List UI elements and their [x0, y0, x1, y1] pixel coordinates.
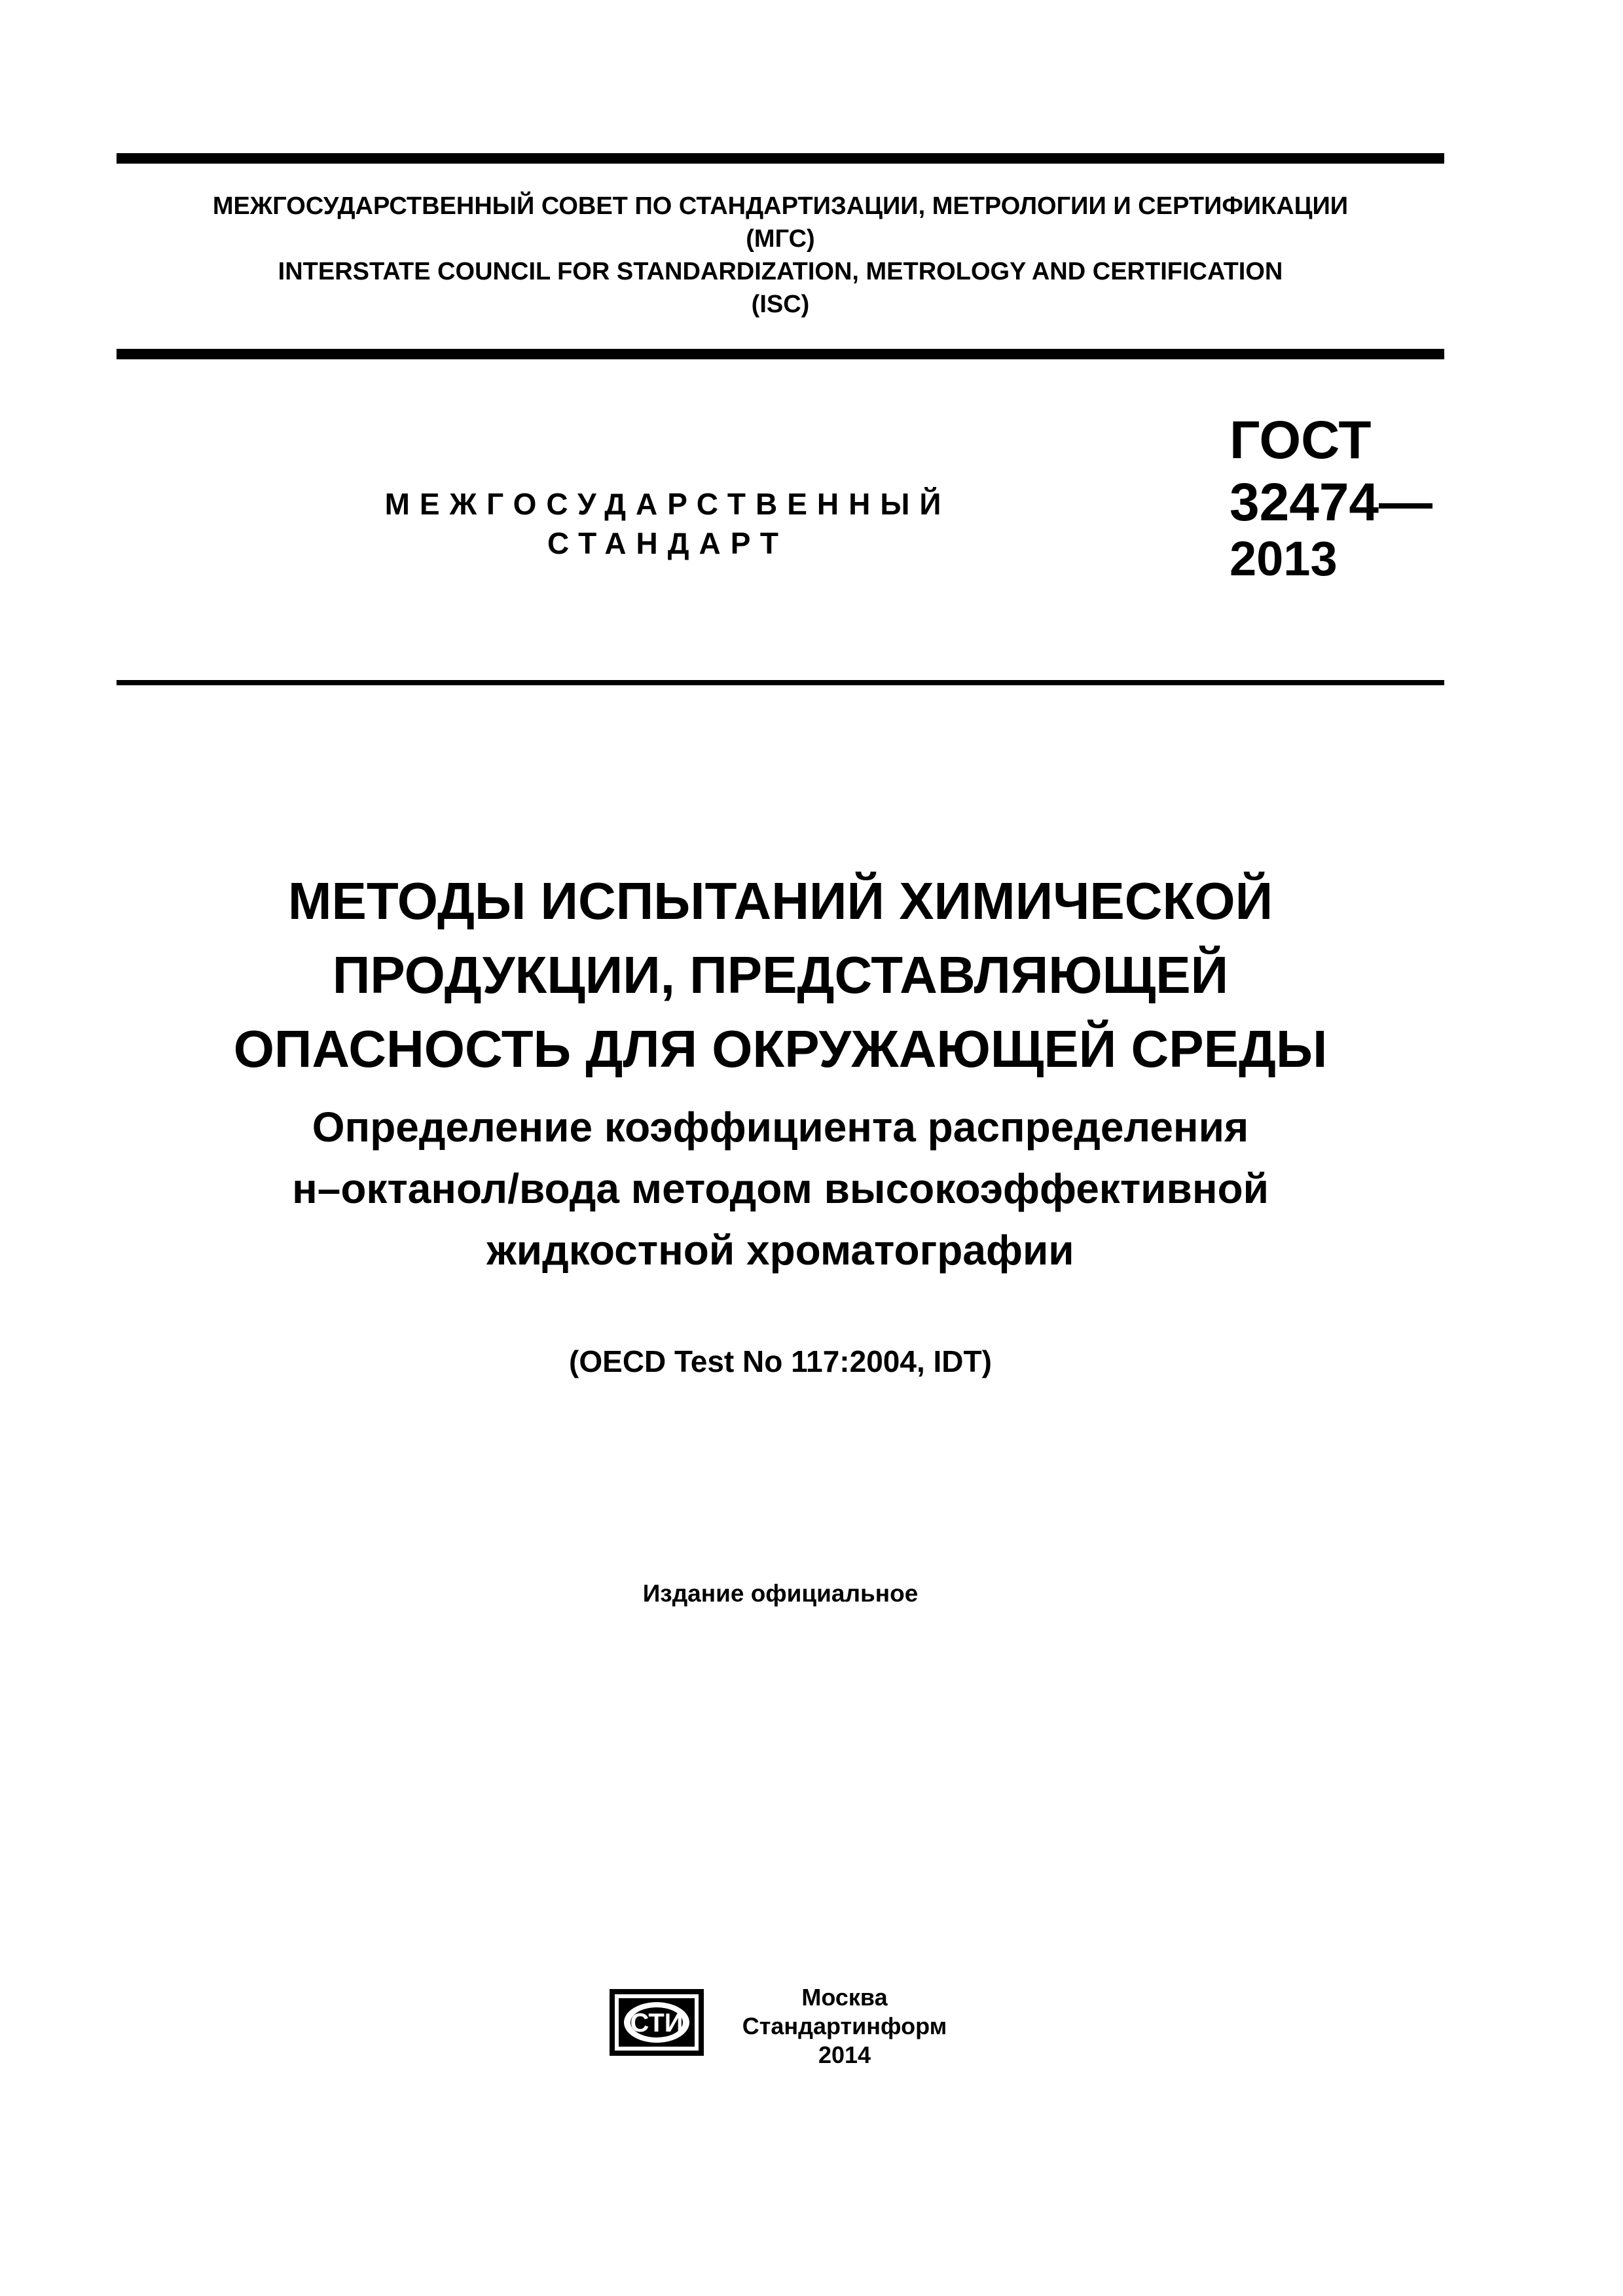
title-line3: ОПАСНОСТЬ ДЛЯ ОКРУЖАЮЩЕЙ СРЕДЫ — [233, 1020, 1328, 1078]
council-abbr-en: (ISC) — [751, 291, 810, 318]
designation-prefix: ГОСТ — [1230, 410, 1372, 470]
subtitle-line3: жидкостной хроматографии — [486, 1227, 1074, 1274]
council-header — [117, 190, 1444, 321]
designation-year: 2013 — [1230, 531, 1338, 586]
document-subtitle — [117, 1096, 1444, 1281]
standard-kind — [327, 484, 1008, 563]
publisher-block — [720, 1983, 969, 2070]
document-title — [117, 864, 1444, 1086]
designation-number: 32474— — [1230, 473, 1433, 532]
edition-note: Издание официальное — [642, 1580, 919, 1607]
oecd-reference: (OECD Test No 117:2004, IDT) — [569, 1344, 992, 1378]
publisher-year: 2014 — [818, 2041, 871, 2068]
title-line2: ПРОДУКЦИИ, ПРЕДСТАВЛЯЮЩЕЙ — [332, 946, 1229, 1004]
lower-rule — [117, 680, 1444, 685]
council-name-en: INTERSTATE COUNCIL FOR STANDARDIZATION, METROLOGY AND CERTIFICATION — [278, 258, 1283, 285]
standard-kind-line1: МЕЖГОСУДАРСТВЕННЫЙ — [384, 487, 951, 521]
title-line1: МЕТОДЫ ИСПЫТАНИЙ ХИМИЧЕСКОЙ — [287, 872, 1273, 930]
council-name-ru: МЕЖГОСУДАРСТВЕННЫЙ СОВЕТ ПО СТАНДАРТИЗАЦИИ, МЕТРОЛОГИИ И СЕРТИФИКАЦИИ — [212, 192, 1349, 220]
publisher-city: Москва — [801, 1984, 888, 2011]
standard-kind-line2: СТАНДАРТ — [547, 526, 788, 560]
publisher-name: Стандартинформ — [742, 2013, 947, 2039]
subtitle-line2: н–октанол/вода методом высокоэффективной — [292, 1165, 1269, 1212]
middle-rule — [117, 349, 1444, 359]
top-rule — [117, 153, 1444, 164]
council-abbr-ru: (МГС) — [746, 225, 815, 253]
standard-designation — [1230, 409, 1432, 584]
standartinform-logo-icon — [608, 1988, 705, 2057]
svg-text:СТИ: СТИ — [630, 2009, 684, 2037]
subtitle-line1: Определение коэффициента распределения — [312, 1103, 1249, 1151]
